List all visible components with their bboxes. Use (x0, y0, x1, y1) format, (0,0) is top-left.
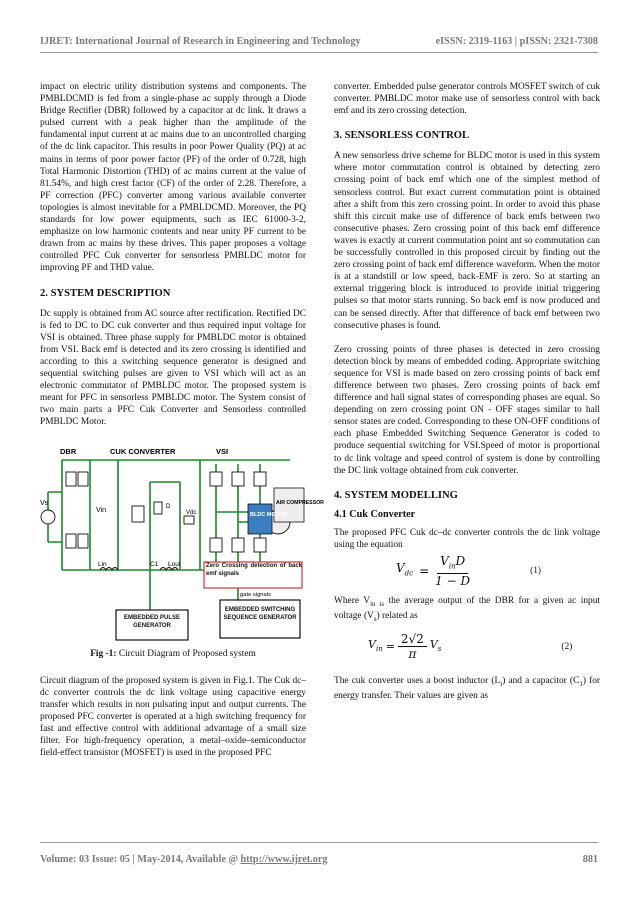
right-paragraph-1: converter. Embedded pulse generator controls MOSFET switch of cuk converter. PMBLDC motor make use of sensorless control with back emf and its zero crossing detection. (334, 82, 600, 117)
equation-1-number: (1) (530, 565, 542, 576)
left-paragraph-3: Circuit diagram of the proposed system is given in Fig.1. The Cuk dc–dc converter controls the dc link voltage using capacitive energy transfer which results in non pulsating input and output currents. The proposed PFC converter is operated at a high switching frequency for fast and effective control with additional advantage of a small size filter. For high-frequency operation, a metal–oxide–semiconductor field-effect transistor (MOSFET) is used in the proposed PFC (40, 675, 306, 759)
equation-2: $V_{in}$ = $\frac{2√2}{\pi}$ $V_s$ (2) (368, 632, 573, 662)
svg-text:VSI: VSI (216, 447, 229, 457)
footer-volume: Volume: 03 Issue: 05 | May-2014, Available @ http://www.ijret.org (40, 854, 328, 865)
right-paragraph-4: The proposed PFC Cuk dc–dc converter controls the dc link voltage using the equation (334, 527, 600, 550)
right-paragraph-3: Zero crossing points of three phases is detected in zero crossing detection block by means of embedded coding. Appropriate switching sequence for VSI is made based on zero crossing points of back emf difference between two phases. Zero crossing points of back emf difference and hall signal states of corresponding phases are equal. So depending on zero crossing point ON - OFF stages similar to hall sensor states are coded. Corresponding to these ON-OFF conditions of each phase Embedded Switching Sequence Generator is coded to produce sequential switching for VSI.Speed of motor is proportional to dc link voltage and speed control of system is done by controlling the DC link voltage obtained from cuk converter. (334, 344, 600, 476)
left-paragraph-1: impact on electric utility distribution systems and components. The PMBLDCMD is fed from a single-phase ac supply through a Diode Bridge Rectifier (DBR) followed by a capacitor at dc link. It draws a pulsed current with a peak higher than the amplitude of the fundamental input current at ac mains due to an uncontrolled charging of the dc link capacitor. This results in poor Power Quality (PQ) at ac mains in terms of poor power factor (PF) of the order of 0.728, high Total Harmonic Distortion (THD) of ac mains current at the value of 81.54%, and high crest factor (CF) of the order of 2.28. Therefore, a PF correction (PFC) converter among various available converter topologies is almost inevitable for a PMBLDCMD. Moreover, the PQ standards for low power equipments, such as IEC 61000-3-2, emphasize on low harmonic contents and near unity PF current to be drawn from ac mains by these drives. This paper proposes a voltage controlled PFC Cuk converter for sensorless PMBLDC motor for improving PF and THD value. (40, 82, 306, 274)
right-paragraph-6: The cuk converter uses a boost inductor $(L_i)$ and a capacitor $(C_1)$ for energy transfer. Their values are given as (334, 675, 601, 701)
svg-text:D: D (166, 504, 171, 511)
equation-2-number: (2) (561, 641, 573, 652)
figure-caption-text: Circuit Diagram of Proposed system (116, 649, 256, 660)
bldc-motor-box (248, 504, 272, 534)
journal-title: IJRET: International Journal of Research in Engineering and Technology (40, 36, 361, 47)
circuit-diagram (40, 442, 324, 644)
svg-text:Lout: Lout (168, 561, 181, 569)
svg-text:gate signals: gate signals (240, 592, 271, 599)
svg-text:BLDC MOTOR: BLDC MOTOR (250, 512, 288, 519)
journal-link[interactable]: http://www.ijret.org (240, 854, 328, 865)
svg-text:C1: C1 (150, 561, 159, 569)
figure-label: Fig -1: (90, 649, 117, 660)
header-rule (40, 52, 598, 53)
figure-caption (40, 648, 306, 660)
footer-rule (40, 842, 598, 843)
subsection-4-1-heading: 4.1 Cuk Converter (334, 508, 416, 520)
svg-text:Vin: Vin (96, 507, 106, 515)
equation-1: $V_{dc}$ = $\frac{V_{in}D}{1 - D}$ (1) (396, 553, 542, 589)
svg-text:DBR: DBR (60, 447, 77, 457)
left-paragraph-2: Dc supply is obtained from AC source after rectification. Rectified DC is fed to DC to DC cuk converter and thus required input voltage for VSI is obtained. Three phase supply for PMBLDC motor is obtained from VSI. Back emf is detected and its zero crossing is identified and according to this a switching sequence generator is designed and sequential switching pulses are given to VSI which will act as an electronic commutator of PMBLDC motor. The proposed system is meant for PFC in sensorless PMBLDC motor. The System consist of two main parts a PFC Cuk Converter and Sensorless controlled PMBLDC Motor. (40, 308, 306, 428)
svg-text:Vdc: Vdc (186, 510, 197, 517)
circuit-svg: DBR CUK CONVERTER VSI Vs Vin Vdc D Lin C1 Lout BLDC MOTOR AIR COMPRESSOR Zero Crossing detection of back emf signals gate signals EMBEDDED PULSE GENERATOR EMBEDDED SWITCHING SEQUENCE GENERATOR (40, 442, 306, 644)
right-paragraph-5: Where $V_{in is}$ the average output of the DBR for a given ac input voltage $(V_s)$ related as (334, 595, 601, 623)
left-column (40, 81, 324, 759)
svg-text:AIR COMPRESSOR: AIR COMPRESSOR (276, 500, 324, 507)
right-paragraph-2: A new sensorless drive scheme for BLDC motor is used in this system where motor commutation control is obtained by detecting zero crossing point of back emf which one of the simplest method of sensorless control. But exact current commutation point is obtained after a shift from this zero crossing point. In order to avoid this phase shift this circuit make use of difference of back emfs between two consecutive phases. Zero crossing point of this back emf difference waves is exactly at current commutation point ant so commutation can be successfully controlled in this proposed circuit by finding out the zero crossing point of back emf difference waveform. When the motor is at a standstill or low speed, back-EMF is zero. So at starting an external triggering block is introduced to provide initial triggering pulses so that motor starts running. So back emf is now produced and can be sensed directly. After that difference of back emf between two consecutive phases is found. (334, 151, 600, 331)
svg-text:Lin: Lin (98, 561, 107, 569)
issn: eISSN: 2319-1163 | pISSN: 2321-7308 (435, 36, 598, 47)
section-3-heading: 3. SENSORLESS CONTROL (334, 130, 470, 142)
right-column (334, 81, 600, 702)
page-header (40, 36, 598, 47)
page-footer (40, 854, 598, 865)
section-2-heading: 2. SYSTEM DESCRIPTION (40, 287, 171, 299)
page-number: 881 (582, 854, 598, 865)
section-4-heading: 4. SYSTEM MODELLING (334, 489, 458, 501)
svg-text:Vs: Vs (40, 500, 49, 508)
svg-text:CUK CONVERTER: CUK CONVERTER (110, 447, 176, 457)
